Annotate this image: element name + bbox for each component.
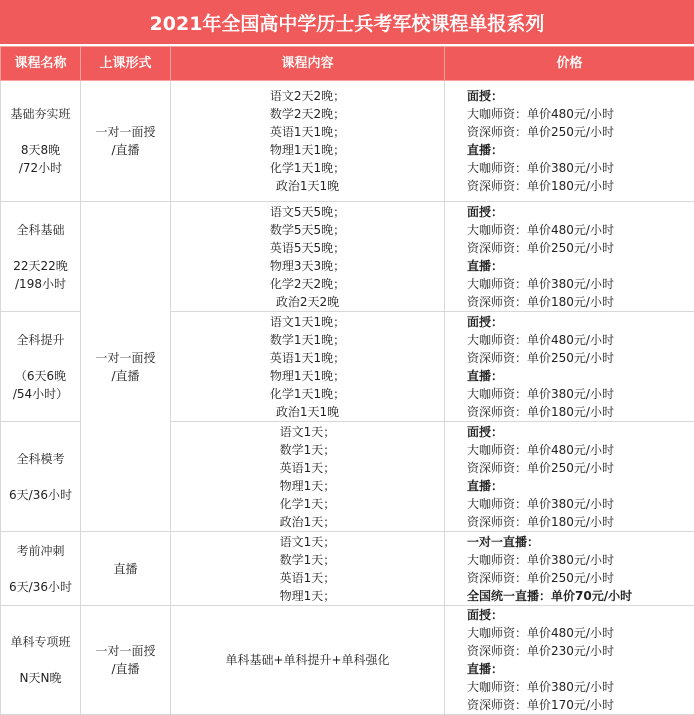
content-line: 化学1天1晚；	[171, 385, 444, 403]
table-row	[1, 81, 694, 202]
price-line: 大咖师资：单价480元/小时	[467, 331, 694, 349]
content-line: 语文1天1晚；	[171, 313, 444, 331]
content-line: 语文5天5晚；	[171, 203, 444, 221]
format-cell	[81, 532, 171, 606]
content-line: 数学1天1晚；	[171, 331, 444, 349]
course-duration: （6天6晚	[1, 367, 80, 385]
content-line: 物理1天；	[171, 477, 444, 495]
content-line: 英语1天；	[171, 459, 444, 477]
course-name-cell	[1, 312, 81, 422]
price-line: 大咖师资：单价380元/小时	[467, 275, 694, 293]
price-heading: 面授：	[467, 606, 694, 624]
header-content: 课程内容	[171, 47, 445, 81]
price-cell	[445, 532, 694, 606]
price-heading: 直播：	[467, 660, 694, 678]
format-text: /直播	[81, 141, 170, 159]
content-line: 政治2天2晚	[171, 293, 444, 311]
price-line: 大咖师资：单价480元/小时	[467, 105, 694, 123]
price-line: 大咖师资：单价380元/小时	[467, 159, 694, 177]
price-cell	[445, 606, 694, 715]
content-cell	[171, 606, 445, 715]
price-line: 资深师资：单价250元/小时	[467, 239, 694, 257]
content-line: 英语1天1晚；	[171, 349, 444, 367]
content-line: 单科基础+单科提升+单科强化	[171, 651, 444, 669]
course-name: 单科专项班	[1, 633, 80, 651]
price-line: 资深师资：单价180元/小时	[467, 403, 694, 421]
page-title: 2021年全国高中学历士兵考军校课程单报系列	[0, 0, 694, 46]
course-duration: /198小时	[1, 275, 80, 293]
table-header-row	[1, 47, 694, 81]
content-cell	[171, 202, 445, 312]
price-heading: 直播：	[467, 367, 694, 385]
course-duration: 6天/36小时	[1, 578, 80, 596]
price-heading: 面授：	[467, 423, 694, 441]
course-name: 全科模考	[1, 450, 80, 468]
course-duration: 6天/36小时	[1, 486, 80, 504]
content-cell	[171, 312, 445, 422]
content-cell	[171, 532, 445, 606]
content-line: 化学1天1晚；	[171, 159, 444, 177]
table-row	[1, 606, 694, 715]
price-line: 大咖师资：单价480元/小时	[467, 221, 694, 239]
format-text: 直播	[81, 560, 170, 578]
course-duration: 8天8晚	[1, 141, 80, 159]
price-line: 大咖师资：单价380元/小时	[467, 385, 694, 403]
format-text: /直播	[81, 660, 170, 678]
course-name: 考前冲刺	[1, 542, 80, 560]
table-row	[1, 532, 694, 606]
content-cell	[171, 422, 445, 532]
price-line: 大咖师资：单价380元/小时	[467, 551, 694, 569]
content-line: 物理1天1晚；	[171, 367, 444, 385]
price-line: 大咖师资：单价480元/小时	[467, 441, 694, 459]
price-line: 资深师资：单价180元/小时	[467, 177, 694, 195]
course-name-cell	[1, 606, 81, 715]
format-cell	[81, 606, 171, 715]
price-heading: 一对一直播：	[467, 533, 694, 551]
header-course-name: 课程名称	[1, 47, 81, 81]
price-heading: 直播：	[467, 141, 694, 159]
price-line: 资深师资：单价250元/小时	[467, 349, 694, 367]
content-line: 英语1天；	[171, 569, 444, 587]
format-text: 一对一面授	[81, 349, 170, 367]
price-line: 资深师资：单价250元/小时	[467, 459, 694, 477]
price-line: 大咖师资：单价380元/小时	[467, 678, 694, 696]
price-heading: 全国统一直播：单价70元/小时	[467, 587, 694, 605]
price-line: 资深师资：单价250元/小时	[467, 569, 694, 587]
content-line: 物理1天1晚；	[171, 141, 444, 159]
price-heading: 直播：	[467, 257, 694, 275]
content-line: 政治1天1晚	[171, 177, 444, 195]
table-row	[1, 202, 694, 312]
content-line: 数学2天2晚；	[171, 105, 444, 123]
price-line: 大咖师资：单价380元/小时	[467, 495, 694, 513]
price-cell	[445, 422, 694, 532]
price-heading: 直播：	[467, 477, 694, 495]
course-name: 基础夯实班	[1, 105, 80, 123]
course-name: 全科提升	[1, 331, 80, 349]
format-text: 一对一面授	[81, 642, 170, 660]
course-duration: /72小时	[1, 159, 80, 177]
course-name: 全科基础	[1, 221, 80, 239]
format-text: 一对一面授	[81, 123, 170, 141]
content-line: 物理3天3晚；	[171, 257, 444, 275]
course-duration: /54小时）	[1, 385, 80, 403]
format-text: /直播	[81, 367, 170, 385]
content-line: 数学1天；	[171, 441, 444, 459]
price-heading: 面授：	[467, 87, 694, 105]
price-line: 资深师资：单价170元/小时	[467, 696, 694, 714]
content-line: 语文1天；	[171, 423, 444, 441]
price-line: 资深师资：单价250元/小时	[467, 123, 694, 141]
content-line: 数学1天；	[171, 551, 444, 569]
content-cell	[171, 81, 445, 202]
price-line: 大咖师资：单价480元/小时	[467, 624, 694, 642]
content-line: 政治1天1晚	[171, 403, 444, 421]
content-line: 化学1天；	[171, 495, 444, 513]
price-heading: 面授：	[467, 203, 694, 221]
price-cell	[445, 312, 694, 422]
header-format: 上课形式	[81, 47, 171, 81]
course-price-table	[0, 46, 694, 715]
content-line: 语文2天2晚；	[171, 87, 444, 105]
content-line: 英语1天1晚；	[171, 123, 444, 141]
price-heading: 面授：	[467, 313, 694, 331]
course-name-cell	[1, 532, 81, 606]
price-cell	[445, 202, 694, 312]
content-line: 化学2天2晚；	[171, 275, 444, 293]
header-price: 价格	[445, 47, 694, 81]
price-line: 资深师资：单价180元/小时	[467, 293, 694, 311]
course-name-cell	[1, 202, 81, 312]
content-line: 语文1天；	[171, 533, 444, 551]
price-line: 资深师资：单价230元/小时	[467, 642, 694, 660]
price-line: 资深师资：单价180元/小时	[467, 513, 694, 531]
course-name-cell	[1, 81, 81, 202]
price-cell	[445, 81, 694, 202]
course-name-cell	[1, 422, 81, 532]
content-line: 数学5天5晚；	[171, 221, 444, 239]
format-cell	[81, 202, 171, 532]
course-duration: 22天22晚	[1, 257, 80, 275]
content-line: 政治1天；	[171, 513, 444, 531]
course-duration: N天N晚	[1, 669, 80, 687]
format-cell	[81, 81, 171, 202]
content-line: 物理1天；	[171, 587, 444, 605]
content-line: 英语5天5晚；	[171, 239, 444, 257]
